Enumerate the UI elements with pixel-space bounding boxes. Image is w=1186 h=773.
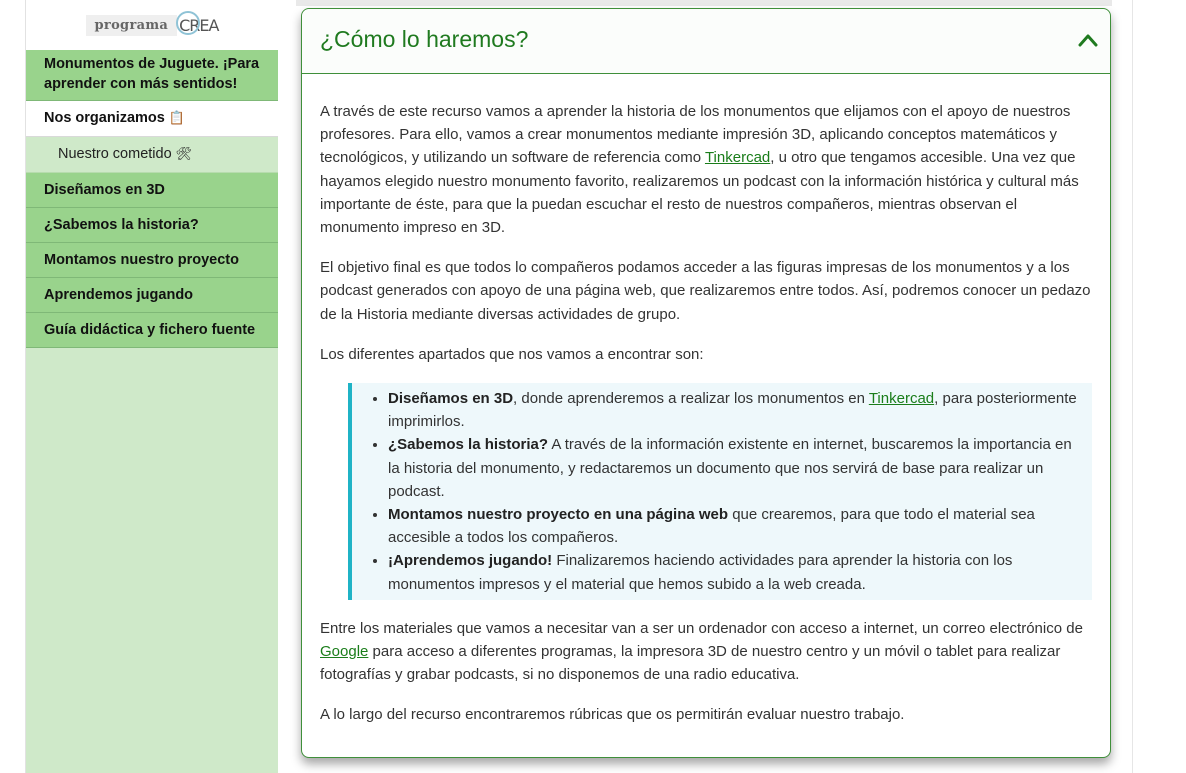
sidebar-item-nuestro-cometido[interactable] [26,137,278,173]
materials-text-start: Entre los materiales que vamos a necesitar van a ser un ordenador con acceso a internet, un correo electrónico de [320,619,1083,637]
list-item-text: A través de la información existente en internet, buscaremos la importancia en la historia del monumento, y redactaremos un documento que nos servirá de base para realizar un podcast. [388,436,1072,500]
paragraph-rubrics: A lo largo del recurso encontraremos rúbricas que os permitirán evaluar nuestro trabajo. [320,706,905,724]
paragraph-objective: El objetivo final es que todos lo compañeros podamos acceder a las figuras impresas de los monumentos y a los podcast generados con apoyo de una página web, que realizaremos entre todos. Así, podremos conocer un pedazo de la Historia mediante diversas actividades de grupo. [320,259,1091,323]
right-gutter [1132,0,1186,773]
clipboard-icon: 📋 [168,111,186,126]
sidebar-item-label: Aprendemos jugando [44,287,194,303]
sidebar-item-label: Diseñamos en 3D [44,182,165,198]
list-item-text-end: , para posteriormente imprimirlos. [388,390,1077,431]
chevron-up-icon[interactable] [1078,31,1098,49]
sidebar-item-montamos-proyecto[interactable] [26,243,278,278]
sections-list-box [348,383,1092,600]
logo-area[interactable] [26,0,278,50]
sidebar-item-guia-didactica[interactable] [26,313,278,348]
list-item-text: que crearemos, para que todo el material sea accesible a todos los compañeros. [388,506,1035,547]
sidebar [26,0,278,773]
list-item-title: Montamos nuestro proyecto en una página web [388,506,729,524]
sidebar-item-aprendemos-jugando[interactable] [26,278,278,313]
list-item [388,549,1084,595]
sections-list [388,387,1084,596]
list-item-text: Finalizaremos haciendo actividades para aprender la historia con los monumentos impresos y el material que hemos subido a la web creada. [388,552,1013,593]
paragraph-intro [320,100,1092,239]
intro-text-end: , u otro que tengamos accesible. Una vez que hayamos elegido nuestro monumento favorito, realizaremos un podcast con la información histórica y cultural más importante de éste, para que la puedan escuchar el resto de nuestros compañeros, mientras observan el monumento impreso en 3D. [320,149,1079,237]
sidebar-item-disenamos-3d[interactable] [26,173,278,208]
list-item [388,387,1084,433]
intro-text-start: A través de este recurso vamos a aprender la historia de los monumentos que elijamos con el apoyo de nuestros profesores. Para ello, vamos a crear monumentos mediante impresión 3D, aplicando conceptos matemáticos y tecnológicos, y utilizando un software de referencia como [320,103,1071,167]
left-gutter [0,0,26,773]
sidebar-item-label: Nuestro cometido [58,146,172,162]
list-item-text: , donde aprenderemos a realizar los monumentos en [513,390,869,408]
tools-icon: 🛠 [175,147,193,162]
sidebar-item-label: Monumentos de Juguete. ¡Para aprender con más sentidos! [44,56,260,92]
sidebar-item-label: ¿Sabemos la historia? [44,217,199,233]
list-item-title: ¡Aprendemos jugando! [388,552,553,570]
list-item-title: Diseñamos en 3D [388,390,514,408]
sidebar-item-nos-organizamos[interactable] [26,101,278,137]
sidebar-item-sabemos-historia[interactable] [26,208,278,243]
paragraph-materials [320,617,1092,687]
sidebar-item-label: Montamos nuestro proyecto [44,252,239,268]
card-header[interactable] [302,9,1110,74]
sidebar-item-home[interactable] [26,50,278,101]
card-body [302,74,1110,727]
google-link[interactable]: Google [320,643,369,661]
materials-text-end: para acceso a diferentes programas, la impresora 3D de nuestro centro y un móvil o tablet para realizar fotografías y grabar podcasts, si no disponemos de una radio educativa. [320,643,1061,684]
programa-crea-logo[interactable] [86,15,219,36]
list-item [388,433,1084,503]
sidebar-item-label: Guía didáctica y fichero fuente [44,322,256,338]
list-item [388,503,1084,549]
card-title: ¿Cómo lo haremos? [320,26,529,52]
crea-logo-icon [179,16,218,35]
como-lo-haremos-card [301,8,1111,758]
tinkercad-link-2[interactable]: Tinkercad [868,390,935,408]
paragraph-sections-intro: Los diferentes apartados que nos vamos a encontrar son: [320,345,704,363]
tinkercad-link[interactable]: Tinkercad [704,149,771,167]
sidebar-item-label: Nos organizamos [44,110,165,126]
list-item-title: ¿Sabemos la historia? [388,436,549,454]
logo-text: programa [86,15,178,36]
logo-mark-text: CREA [179,15,219,35]
previous-card-edge [296,0,1112,6]
